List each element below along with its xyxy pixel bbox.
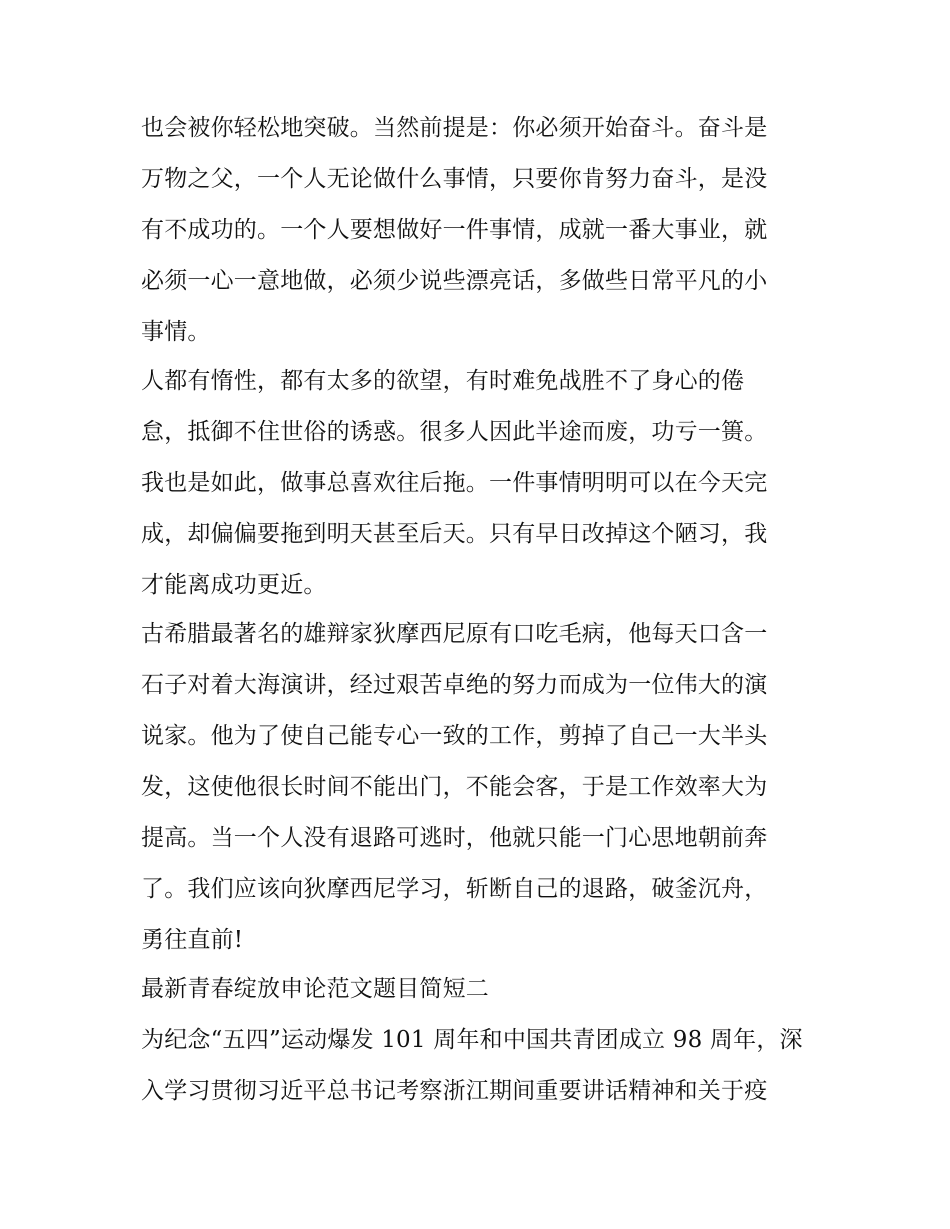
text-line: 也会被你轻松地突破。当然前提是：你必须开始奋斗。奋斗是 [141,115,768,141]
text-line: 说家。他为了使自己能专心一致的工作，剪掉了自己一大半头 [141,723,768,749]
text-line: 才能离成功更近。 [141,572,327,598]
text-line: 事情。 [141,319,211,345]
text-line: 石子对着大海演讲，经过艰苦卓绝的努力而成为一位伟大的演 [141,672,768,698]
text-line: 古希腊最著名的雄辩家狄摩西尼原有口吃毛病，他每天口含一 [141,621,768,647]
text-line: 勇往直前! [141,927,244,953]
text-line: 我也是如此，做事总喜欢往后拖。一件事情明明可以在今天完 [141,470,768,496]
text-line: 成，却偏偏要拖到明天甚至后天。只有早日改掉这个陋习，我 [141,521,768,547]
text-line: 了。我们应该向狄摩西尼学习，斩断自己的退路，破釜沉舟， [141,876,768,902]
text-line: 万物之父，一个人无论做什么事情，只要你肯努力奋斗，是没 [141,166,768,192]
text-line: 人都有惰性，都有太多的欲望，有时难免战胜不了身心的倦 [141,368,745,394]
text-line: 发，这使他很长时间不能出门，不能会客，于是工作效率大为 [141,774,768,800]
text-line: 怠，抵御不住世俗的诱惑。很多人因此半途而废，功亏一篑。 [141,419,768,445]
text-line: 有不成功的。一个人要想做好一件事情，成就一番大事业，就 [141,217,768,243]
text-line: 入学习贯彻习近平总书记考察浙江期间重要讲话精神和关于疫 [141,1078,768,1104]
text-line: 必须一心一意地做，必须少说些漂亮话，多做些日常平凡的小 [141,268,768,294]
text-line: 提高。当一个人没有退路可逃时，他就只能一门心思地朝前奔 [141,825,768,851]
text-line: 为纪念“五四”运动爆发 101 周年和中国共青团成立 98 周年，深 [141,1027,803,1053]
section-heading: 最新青春绽放申论范文题目简短二 [141,976,489,1002]
